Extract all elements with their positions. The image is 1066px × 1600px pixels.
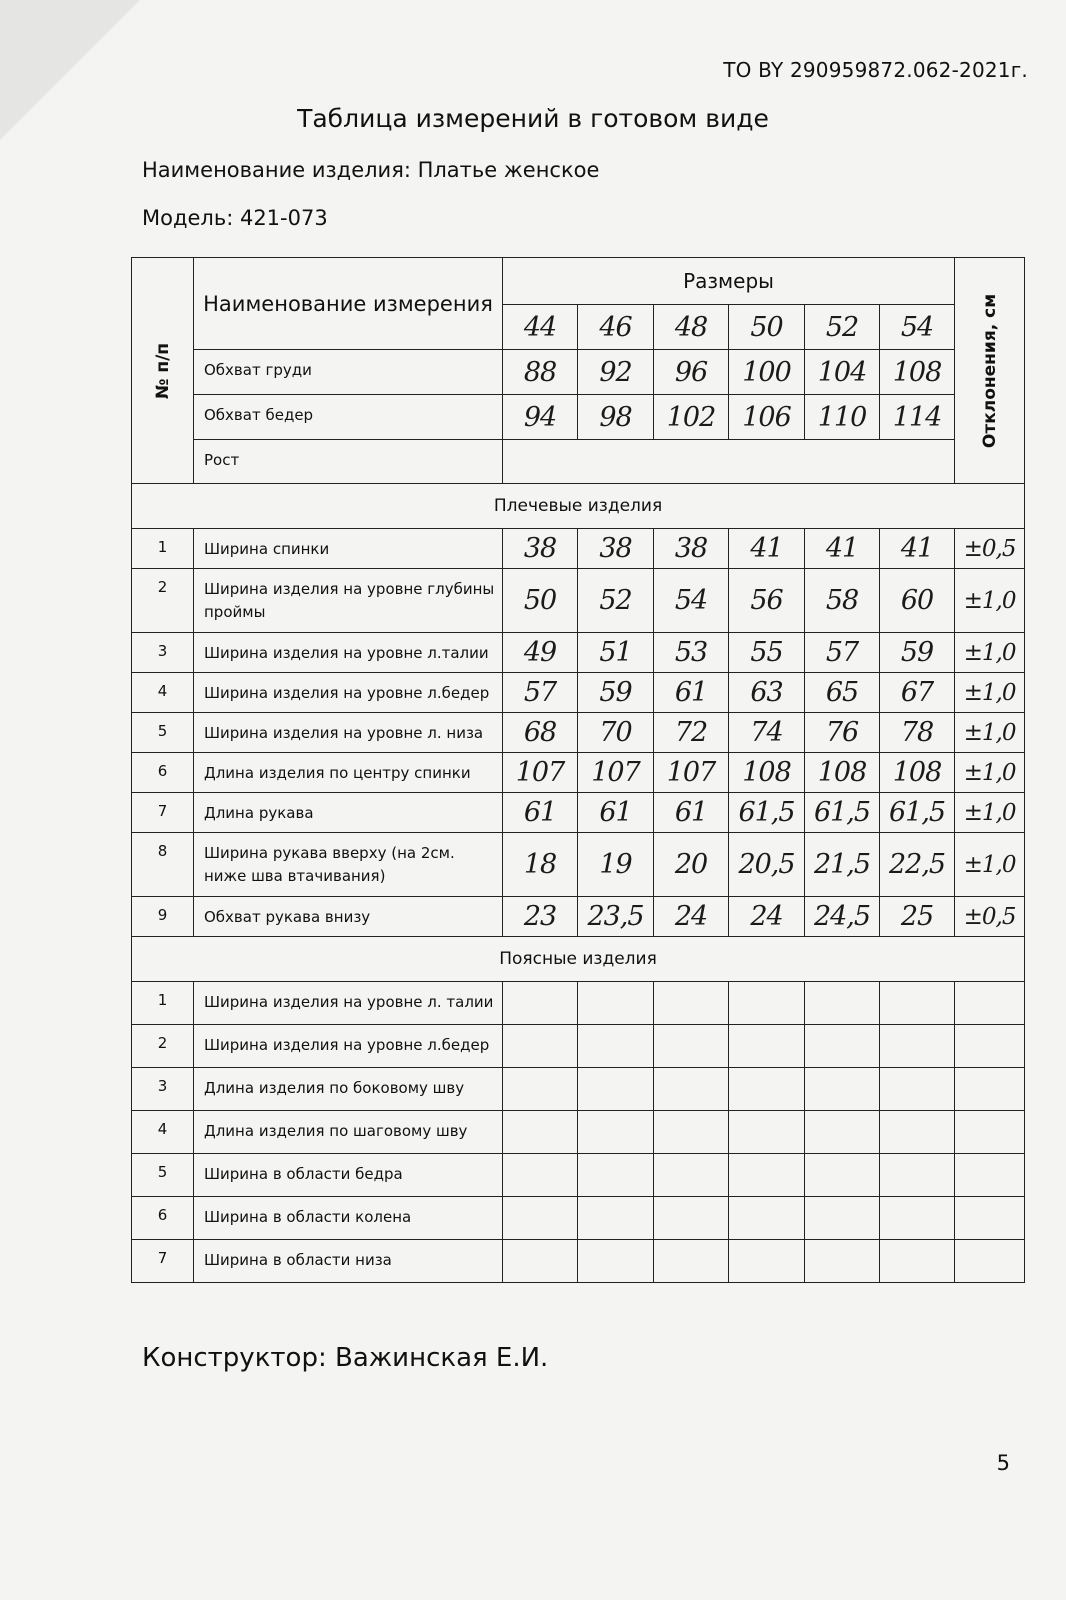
value-cell: 19: [578, 833, 654, 897]
row-name: Ширина изделия на уровне л.бедер: [194, 1025, 503, 1068]
empty-value-cell: [729, 1025, 805, 1068]
row-name: Ширина спинки: [194, 529, 503, 569]
shoulder-row: [132, 713, 1025, 753]
empty-value-cell: [880, 1025, 955, 1068]
deviation-cell: ±1,0: [955, 713, 1025, 753]
empty-value-cell: [880, 1197, 955, 1240]
value-cell: 98: [578, 395, 654, 440]
value-cell: 102: [654, 395, 729, 440]
row-number: 9: [132, 897, 194, 937]
empty-value-cell: [729, 1197, 805, 1240]
empty-value-cell: [955, 1197, 1025, 1240]
waist-row: [132, 1111, 1025, 1154]
body-row: [132, 350, 1025, 395]
header-num: № п/п: [152, 342, 173, 399]
value-cell: 61,5: [805, 793, 880, 833]
section-waist-row: [132, 937, 1025, 982]
value-cell: 106: [729, 395, 805, 440]
empty-value-cell: [503, 1025, 578, 1068]
size-header-cell: 48: [654, 305, 729, 350]
value-cell: 59: [578, 673, 654, 713]
value-cell: 61: [654, 793, 729, 833]
value-cell: 38: [578, 529, 654, 569]
row-number: 2: [132, 569, 194, 633]
shoulder-row: [132, 673, 1025, 713]
empty-value-cell: [654, 1025, 729, 1068]
value-cell: 61,5: [880, 793, 955, 833]
value-cell: 38: [503, 529, 578, 569]
value-cell: 70: [578, 713, 654, 753]
value-cell: 54: [654, 569, 729, 633]
empty-value-cell: [955, 1240, 1025, 1283]
value-cell: 72: [654, 713, 729, 753]
row-number: 2: [132, 1025, 194, 1068]
empty-value-cell: [805, 1025, 880, 1068]
empty-value-cell: [955, 982, 1025, 1025]
empty-value-cell: [503, 1197, 578, 1240]
empty-value-cell: [955, 1111, 1025, 1154]
value-cell: 21,5: [805, 833, 880, 897]
size-header-cell: 44: [503, 305, 578, 350]
value-cell: 92: [578, 350, 654, 395]
row-name: Ширина изделия на уровне л.бедер: [194, 673, 503, 713]
value-cell: 24: [654, 897, 729, 937]
row-name: Ширина в области низа: [194, 1240, 503, 1283]
empty-value-cell: [578, 1068, 654, 1111]
value-cell: 63: [729, 673, 805, 713]
value-cell: 104: [805, 350, 880, 395]
size-header-cell: 52: [805, 305, 880, 350]
empty-value-cell: [654, 1068, 729, 1111]
empty-value-cell: [805, 1154, 880, 1197]
header-deviation: Отклонения, см: [979, 293, 1000, 448]
value-cell: 50: [503, 569, 578, 633]
size-header-cell: 46: [578, 305, 654, 350]
row-number: 3: [132, 633, 194, 673]
section-shoulder: Плечевые изделия: [132, 484, 1025, 529]
value-cell: 20,5: [729, 833, 805, 897]
deviation-cell: ±0,5: [955, 529, 1025, 569]
value-cell: 24,5: [805, 897, 880, 937]
empty-value-cell: [805, 1197, 880, 1240]
deviation-cell: ±1,0: [955, 633, 1025, 673]
section-shoulder-row: [132, 484, 1025, 529]
row-name: Обхват рукава внизу: [194, 897, 503, 937]
value-cell: 94: [503, 395, 578, 440]
empty-value-cell: [880, 1111, 955, 1154]
empty-value-cell: [880, 1154, 955, 1197]
row-number: 4: [132, 1111, 194, 1154]
waist-row: [132, 1068, 1025, 1111]
row-name: Длина рукава: [194, 793, 503, 833]
value-cell: 20: [654, 833, 729, 897]
size-header-cell: 50: [729, 305, 805, 350]
row-number: 5: [132, 713, 194, 753]
empty-value-cell: [805, 1240, 880, 1283]
value-cell: 49: [503, 633, 578, 673]
shoulder-row: [132, 897, 1025, 937]
size-header-cell: 54: [880, 305, 955, 350]
value-cell: 60: [880, 569, 955, 633]
value-cell: 110: [805, 395, 880, 440]
value-cell: 108: [729, 753, 805, 793]
value-cell: 107: [503, 753, 578, 793]
row-number: 4: [132, 673, 194, 713]
value-cell: 100: [729, 350, 805, 395]
shoulder-row: [132, 569, 1025, 633]
value-cell: 61: [578, 793, 654, 833]
shoulder-row: [132, 633, 1025, 673]
row-name: Длина изделия по боковому шву: [194, 1068, 503, 1111]
empty-value-cell: [578, 1197, 654, 1240]
empty-value-cell: [729, 1240, 805, 1283]
empty-value-cell: [955, 1154, 1025, 1197]
value-cell: 114: [880, 395, 955, 440]
value-cell: 74: [729, 713, 805, 753]
section-waist: Поясные изделия: [132, 937, 1025, 982]
deviation-cell: ±1,0: [955, 569, 1025, 633]
value-cell: 108: [805, 753, 880, 793]
value-cell: 57: [503, 673, 578, 713]
value-cell: 18: [503, 833, 578, 897]
row-name: Ширина в области колена: [194, 1197, 503, 1240]
shoulder-row: [132, 833, 1025, 897]
empty-value-cell: [805, 982, 880, 1025]
value-cell: 23,5: [578, 897, 654, 937]
row-name: Обхват груди: [194, 350, 503, 395]
value-cell: 25: [880, 897, 955, 937]
empty-value-cell: [880, 1240, 955, 1283]
empty-value-cell: [955, 1025, 1025, 1068]
value-cell: 22,5: [880, 833, 955, 897]
shoulder-row: [132, 753, 1025, 793]
shoulder-row: [132, 793, 1025, 833]
empty-value-cell: [503, 1154, 578, 1197]
empty-value-cell: [654, 1240, 729, 1283]
row-number: 6: [132, 1197, 194, 1240]
value-cell: 55: [729, 633, 805, 673]
value-cell: 107: [578, 753, 654, 793]
deviation-cell: ±1,0: [955, 753, 1025, 793]
deviation-cell: ±0,5: [955, 897, 1025, 937]
waist-row: [132, 982, 1025, 1025]
shoulder-row: [132, 529, 1025, 569]
value-cell: 51: [578, 633, 654, 673]
row-number: 1: [132, 982, 194, 1025]
value-cell: 23: [503, 897, 578, 937]
row-number: 1: [132, 529, 194, 569]
empty-value-cell: [880, 982, 955, 1025]
value-cell: 107: [654, 753, 729, 793]
header-sizes: Размеры: [503, 258, 955, 305]
value-cell: 41: [729, 529, 805, 569]
deviation-cell: ±1,0: [955, 673, 1025, 713]
value-cell: 61,5: [729, 793, 805, 833]
row-name: Ширина изделия на уровне л. талии: [194, 982, 503, 1025]
empty-value-cell: [880, 1068, 955, 1111]
product-name: Наименование изделия: Платье женское: [142, 158, 600, 182]
body-row: [132, 440, 1025, 484]
empty-value-cell: [503, 1068, 578, 1111]
page-number: 5: [996, 1451, 1010, 1475]
row-name: Ширина изделия на уровне л.талии: [194, 633, 503, 673]
row-number: 3: [132, 1068, 194, 1111]
row-name: Ширина в области бедра: [194, 1154, 503, 1197]
designer-line: Конструктор: Важинская Е.И.: [142, 1343, 549, 1373]
value-cell: 67: [880, 673, 955, 713]
document-code: ТО BY 290959872.062-2021г.: [723, 58, 1028, 82]
value-cell: 61: [654, 673, 729, 713]
value-cell: 78: [880, 713, 955, 753]
value-cell: 41: [805, 529, 880, 569]
row-number: 7: [132, 1240, 194, 1283]
value-cell: 61: [503, 793, 578, 833]
value-cell: 108: [880, 350, 955, 395]
row-name: Рост: [194, 440, 503, 484]
empty-value-cell: [503, 1240, 578, 1283]
value-cell: 59: [880, 633, 955, 673]
row-name: Длина изделия по центру спинки: [194, 753, 503, 793]
row-name: Длина изделия по шаговому шву: [194, 1111, 503, 1154]
header-row: [132, 258, 1025, 305]
header-name-label: Наименование измерения: [203, 291, 493, 316]
header-deviation-cell: [955, 258, 1025, 484]
empty-value-cell: [654, 1111, 729, 1154]
empty-value-cell: [805, 1111, 880, 1154]
header-num-cell: [132, 258, 194, 484]
empty-value-cell: [578, 1025, 654, 1068]
empty-value-cell: [805, 1068, 880, 1111]
value-cell: 41: [880, 529, 955, 569]
empty-value-cell: [654, 1197, 729, 1240]
page-title: Таблица измерений в готовом виде: [297, 104, 769, 133]
empty-value-cell: [729, 982, 805, 1025]
row-name: Ширина изделия на уровне л. низа: [194, 713, 503, 753]
value-cell: 65: [805, 673, 880, 713]
deviation-cell: ±1,0: [955, 833, 1025, 897]
value-cell: 76: [805, 713, 880, 753]
empty-value-cell: [578, 1111, 654, 1154]
empty-value-cell: [578, 1154, 654, 1197]
value-cell: 96: [654, 350, 729, 395]
row-number: 5: [132, 1154, 194, 1197]
value-cell: 68: [503, 713, 578, 753]
waist-row: [132, 1154, 1025, 1197]
empty-value-cell: [503, 1111, 578, 1154]
empty-value-cell: [503, 440, 955, 484]
empty-value-cell: [729, 1068, 805, 1111]
row-name: Ширина изделия на уровне глубины проймы: [194, 569, 503, 633]
row-number: 7: [132, 793, 194, 833]
row-number: 6: [132, 753, 194, 793]
body-row: [132, 395, 1025, 440]
empty-value-cell: [654, 1154, 729, 1197]
measurement-table: [131, 257, 1025, 1283]
header-name: [194, 258, 503, 350]
empty-value-cell: [503, 982, 578, 1025]
value-cell: 108: [880, 753, 955, 793]
empty-value-cell: [654, 982, 729, 1025]
value-cell: 24: [729, 897, 805, 937]
value-cell: 56: [729, 569, 805, 633]
row-number: 8: [132, 833, 194, 897]
deviation-cell: ±1,0: [955, 793, 1025, 833]
row-name: Ширина рукава вверху (на 2см. ниже шва втачивания): [194, 833, 503, 897]
waist-row: [132, 1240, 1025, 1283]
empty-value-cell: [729, 1111, 805, 1154]
empty-value-cell: [955, 1068, 1025, 1111]
model-number: Модель: 421-073: [142, 206, 328, 230]
value-cell: 53: [654, 633, 729, 673]
waist-row: [132, 1197, 1025, 1240]
empty-value-cell: [578, 982, 654, 1025]
value-cell: 88: [503, 350, 578, 395]
value-cell: 52: [578, 569, 654, 633]
empty-value-cell: [729, 1154, 805, 1197]
value-cell: 58: [805, 569, 880, 633]
row-name: Обхват бедер: [194, 395, 503, 440]
waist-row: [132, 1025, 1025, 1068]
value-cell: 57: [805, 633, 880, 673]
empty-value-cell: [578, 1240, 654, 1283]
value-cell: 38: [654, 529, 729, 569]
